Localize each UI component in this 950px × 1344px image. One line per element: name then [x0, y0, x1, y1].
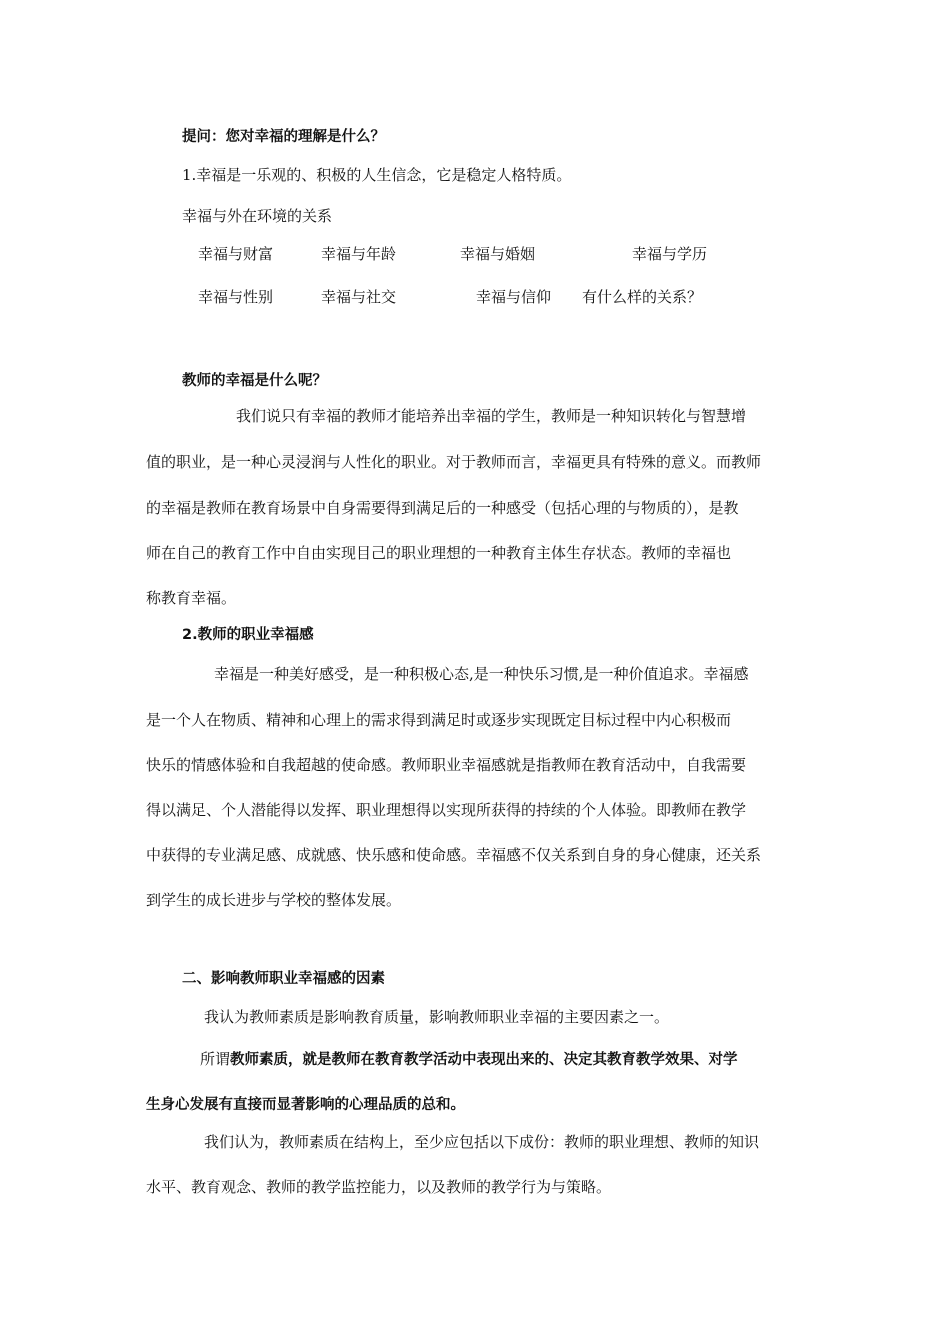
factors-heading: 二、影响教师职业幸福感的因素: [182, 971, 385, 987]
paragraph-line: 幸福是一种美好感受，是一种积极心态,是一种快乐习惯,是一种价值追求。幸福感: [214, 665, 749, 683]
item-1-text: 1.幸福是一乐观的、积极的人生信念，它是稳定人格特质。: [182, 166, 572, 184]
paragraph-line: 我们认为，教师素质在结构上，至少应包括以下成份：教师的职业理想、教师的知识: [204, 1133, 760, 1151]
definition-line-1: [200, 1048, 738, 1071]
paragraph-line: 值的职业，是一种心灵浸润与人性化的职业。对于教师而言，幸福更具有特殊的意义。而教师: [146, 453, 762, 471]
paragraph-line: 师在自己的教育工作中自由实现目己的职业理想的一种教育主体生存状态。教师的幸福也: [146, 544, 732, 562]
paragraph-line: 是一个人在物质、精神和心理上的需求得到满足时或逐步实现既定目标过程中内心积极而: [146, 711, 732, 729]
paragraph-line: 称教育幸福。: [146, 589, 237, 607]
relation-row-2-item: 有什么样的关系？: [582, 288, 703, 306]
paragraph-line: 快乐的情感体验和自我超越的使命感。教师职业幸福感就是指教师在教育活动中，自我需要: [146, 756, 747, 774]
paragraph-line: 我们说只有幸福的教师才能培养出幸福的学生，教师是一种知识转化与智慧增: [236, 407, 747, 425]
relation-row-2-item: 幸福与性别: [198, 288, 274, 306]
definition-bold-text: 教师素质，就是教师在教育教学活动中表现出来的、决定其教育教学效果、对学: [230, 1052, 738, 1068]
definition-prefix: 所谓: [200, 1050, 231, 1068]
relation-row-1-item: 幸福与学历: [632, 245, 708, 263]
teacher-happiness-heading: 教师的幸福是什么呢？: [182, 373, 327, 389]
paragraph-line: 到学生的成长进步与学校的整体发展。: [146, 891, 402, 909]
paragraph-line: 水平、教育观念、教师的教学监控能力，以及教师的教学行为与策略。: [146, 1178, 612, 1196]
relation-row-1-item: 幸福与年龄: [321, 245, 397, 263]
section-2-heading: 2.教师的职业幸福感: [182, 627, 314, 643]
definition-line-2: 生身心发展有直接而显著影响的心理品质的总和。: [146, 1097, 465, 1113]
relation-row-1-item: 幸福与婚姻: [460, 245, 536, 263]
relation-row-2-item: 幸福与信仰: [476, 288, 552, 306]
relation-title: 幸福与外在环境的关系: [182, 207, 333, 225]
paragraph-line: 的幸福是教师在教育场景中自身需要得到满足后的一种感受（包括心理的与物质的），是教: [146, 499, 739, 517]
relation-row-1-item: 幸福与财富: [198, 245, 274, 263]
relation-row-2-item: 幸福与社交: [321, 288, 397, 306]
paragraph-line: 中获得的专业满足感、成就感、快乐感和使命感。幸福感不仅关系到自身的身心健康，还关系: [146, 846, 762, 864]
question-heading: 提问：您对幸福的理解是什么？: [182, 129, 385, 145]
factors-intro: 我认为教师素质是影响教育质量，影响教师职业幸福的主要因素之一。: [204, 1008, 670, 1026]
paragraph-line: 得以满足、个人潜能得以发挥、职业理想得以实现所获得的持续的个人体验。即教师在教学: [146, 801, 747, 819]
